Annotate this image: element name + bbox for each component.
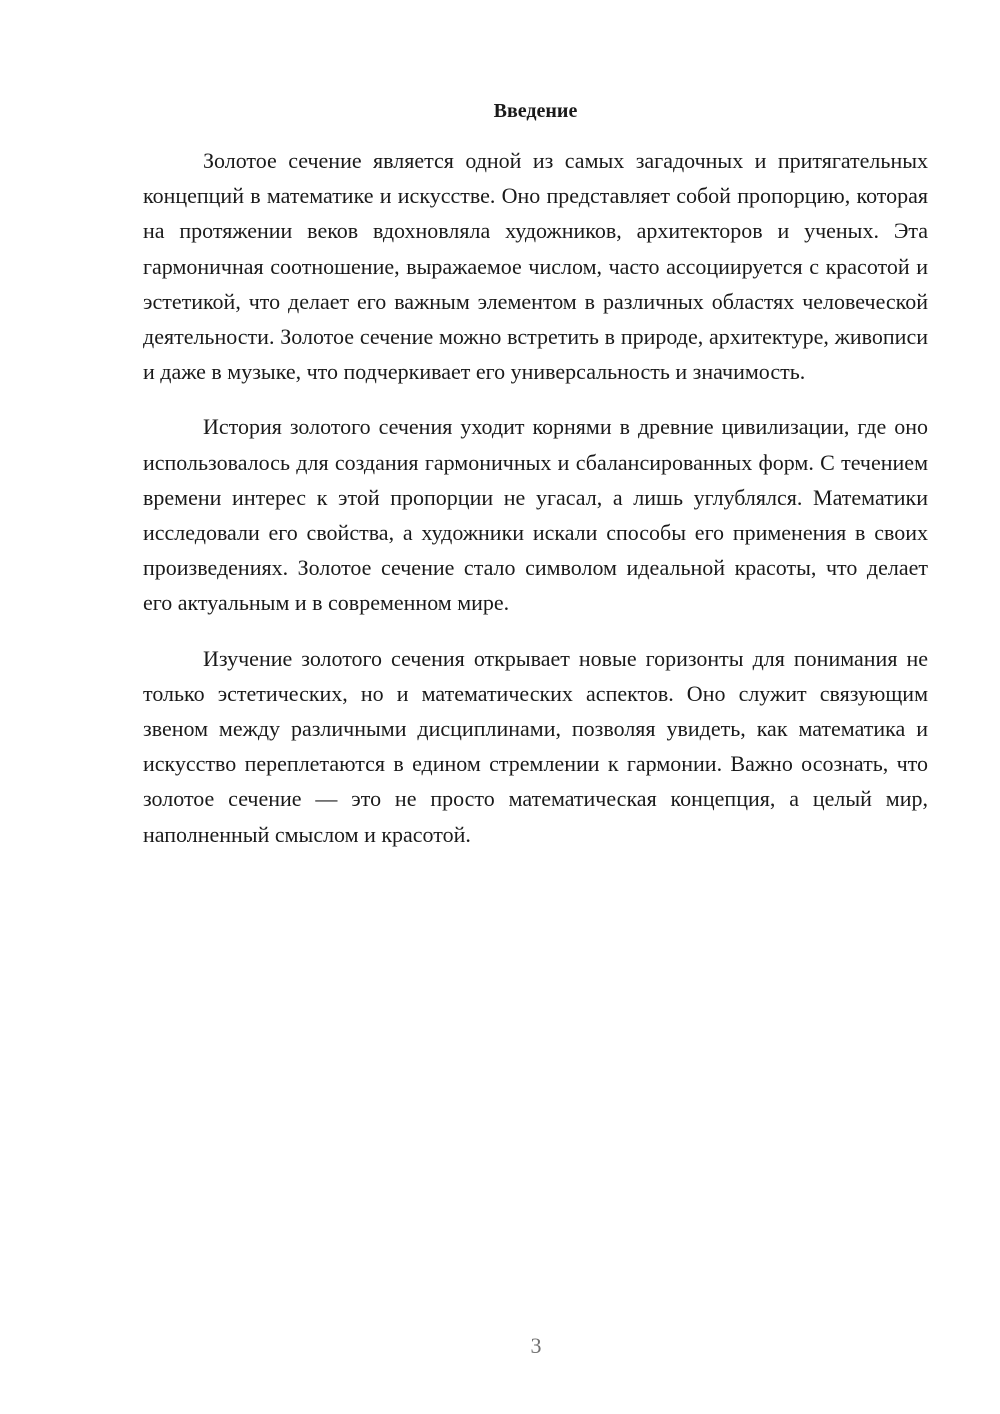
section-title: Введение: [493, 100, 578, 122]
paragraph-3: Изучение золотого сечения открывает новые горизонты для понимания не только эстетических, но и математических аспектов. Оно служит связующим звеном между различными дисциплинами, позволяя увидеть, как математика и искусство переплетаются в едином стремлении к гармонии. Важно осознать, что золотое сечение — это не просто математическая концепция, а целый мир, наполненный смыслом и красотой.: [143, 645, 928, 847]
body-text: [143, 143, 928, 872]
page-number: 3: [530, 1333, 542, 1358]
paragraph-1: Золотое сечение является одной из самых загадочных и притягательных концепций в математике и искусстве. Оно представляет собой пропорцию, которая на протяжении веков вдохновляла художников, архитекторов и ученых. Эта гармоничная соотношение, выражаемое числом, часто ассоциируется с красотой и эстетикой, что делает его важным элементом в различных областях человеческой деятельности. Золотое сечение можно встретить в природе, архитектуре, живописи и даже в музыке, что подчеркивает его универсальность и значимость.: [143, 148, 928, 385]
paragraph-2: История золотого сечения уходит корнями в древние цивилизации, где оно использовалось для создания гармоничных и сбалансированных форм. С течением времени интерес к этой пропорции не угасал, а лишь углублялся. Математики исследовали его свойства, а художники искали способы его применения в своих произведениях. Золотое сечение стало символом идеальной красоты, что делает его актуальным и в современном мире.: [143, 414, 928, 616]
